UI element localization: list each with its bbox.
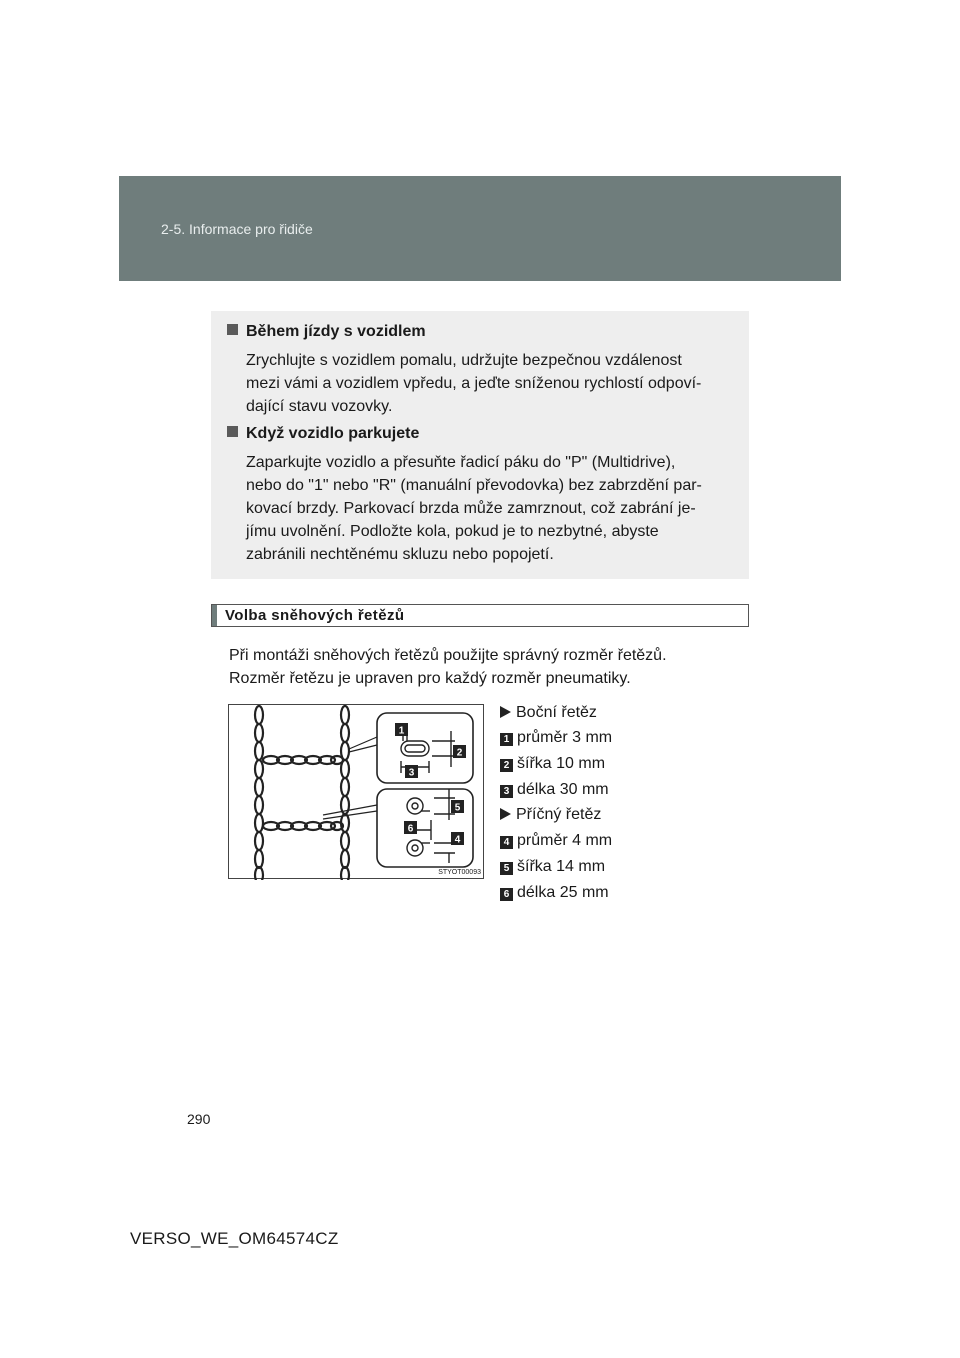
number-badge-icon: 3 [500, 785, 513, 798]
document-id: VERSO_WE_OM64574CZ [130, 1229, 339, 1248]
square-bullet-icon [227, 324, 238, 335]
note-line: nebo do "1" nebo "R" (manuální převodovka) bez zabrzdění par- [246, 477, 702, 494]
note-line: zabránili nechtěnému skluzu nebo popojetí. [246, 546, 554, 563]
callout-5: 5 [454, 802, 461, 814]
triangle-bullet-icon [500, 706, 511, 718]
note-line: Zrychlujte s vozidlem pomalu, udržujte bezpečnou vzdálenost [246, 352, 682, 369]
legend-item: 4 průměr 4 mm [500, 830, 612, 852]
callout-6: 6 [407, 823, 414, 835]
info-note-box [211, 311, 749, 579]
note-line: Zaparkujte vozidlo a přesuňte řadicí páku do "P" (Multidrive), [246, 454, 676, 471]
figure-code: STYOT00093 [438, 869, 481, 876]
note-heading-parking: Když vozidlo parkujete [227, 425, 419, 443]
note-heading-driving: Během jízdy s vozidlem [227, 323, 426, 341]
legend-item: 5 šířka 14 mm [500, 856, 605, 878]
number-badge-icon: 4 [500, 836, 513, 849]
number-badge-icon: 6 [500, 888, 513, 901]
legend-item: 3 délka 30 mm [500, 779, 609, 801]
number-badge-icon: 5 [500, 862, 513, 875]
page-number: 290 [187, 1111, 211, 1127]
intro-line: Rozměr řetězu je upraven pro každý rozměr pneumatiky. [229, 670, 631, 687]
section-title-bar [211, 604, 749, 627]
note-line: kovací brzdy. Parkovací brzda může zamrznout, což zabrání je- [246, 500, 696, 517]
section-title: Volba sněhových řetězů [225, 607, 405, 624]
note-line: mezi vámi a vozidlem vpředu, a jeďte sníženou rychlostí odpoví- [246, 375, 702, 392]
callout-1: 1 [398, 725, 405, 737]
note-line: jímu uvolnění. Podložte kola, pokud je to nezbytné, abyste [246, 523, 659, 540]
legend-item: 1 průměr 3 mm [500, 727, 612, 749]
chapter-header [119, 176, 841, 281]
note-line: dající stavu vozovky. [246, 398, 393, 415]
intro-line: Při montáži sněhových řetězů použijte správný rozměr řetězů. [229, 647, 667, 664]
breadcrumb: 2-5. Informace pro řidiče [161, 221, 313, 237]
number-badge-icon: 2 [500, 759, 513, 772]
legend-heading-cross-chain: Příčný řetěz [500, 804, 601, 826]
snow-chain-illustration [228, 704, 484, 879]
legend-heading-side-chain: Boční řetěz [500, 702, 597, 724]
number-badge-icon: 1 [500, 733, 513, 746]
snow-chain-drawing [229, 705, 485, 880]
triangle-bullet-icon [500, 808, 511, 820]
callout-3: 3 [408, 767, 415, 779]
square-bullet-icon [227, 426, 238, 437]
section-marker [212, 605, 217, 626]
callout-2: 2 [456, 747, 463, 759]
legend-item: 6 délka 25 mm [500, 882, 609, 904]
intro-text [229, 644, 667, 690]
callout-4: 4 [454, 834, 461, 846]
legend-item: 2 šířka 10 mm [500, 753, 605, 775]
